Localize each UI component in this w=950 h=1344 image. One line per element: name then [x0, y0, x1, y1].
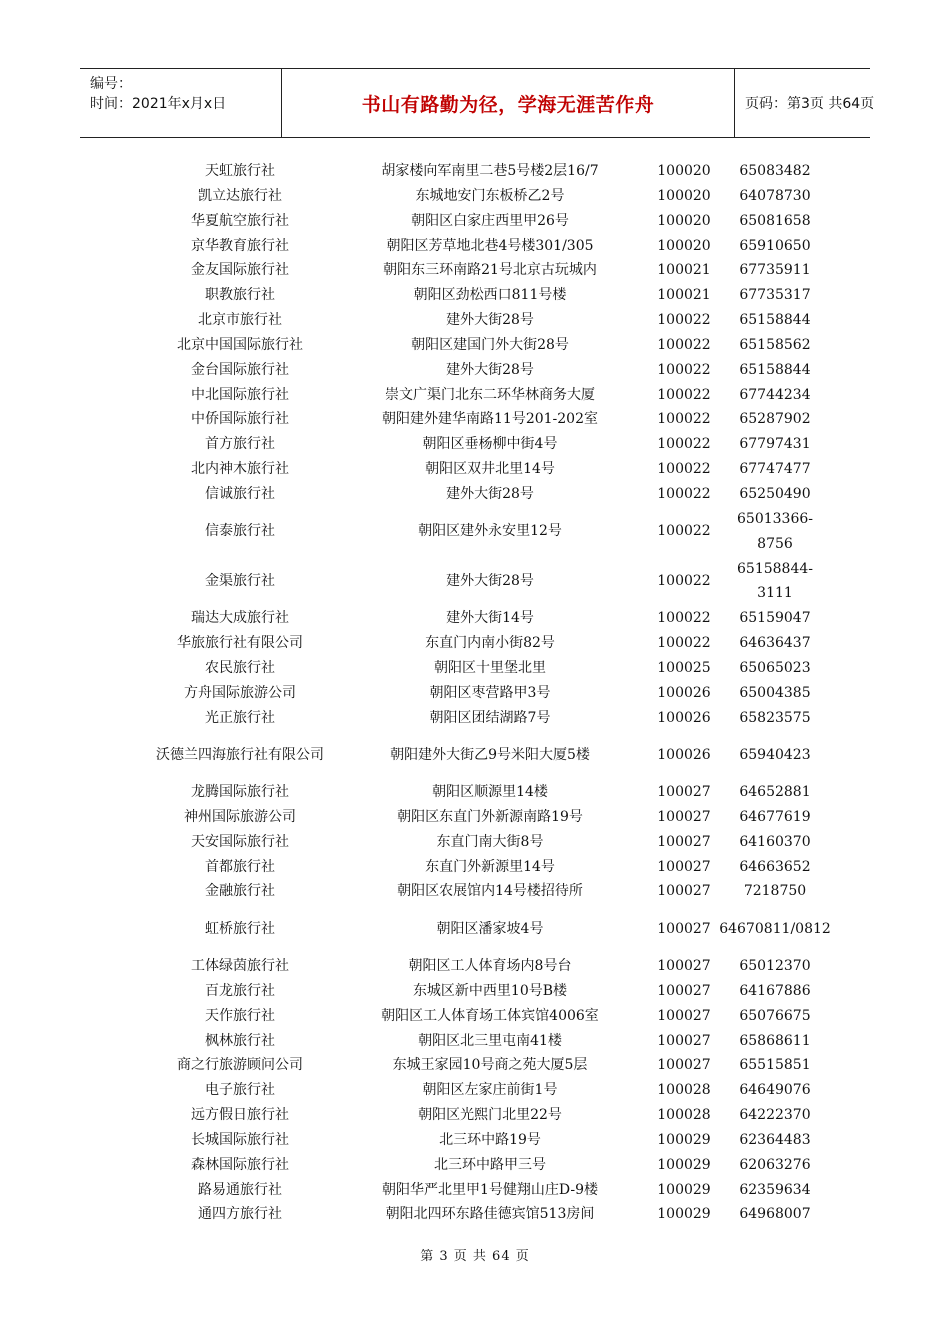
table-row	[0, 606, 950, 631]
table-row	[0, 904, 950, 954]
agency-address: 胡家楼向军南里二巷5号楼2层16/7	[381, 163, 599, 179]
phone-number: 65158562	[739, 336, 811, 353]
phone-number: 65515851	[739, 1057, 811, 1074]
agency-name: 华夏航空旅行社	[191, 212, 289, 229]
table-row	[0, 805, 950, 830]
table-row	[0, 1103, 950, 1128]
agency-name: 商之行旅游顾问公司	[177, 1057, 303, 1074]
agency-name: 枫林旅行社	[205, 1032, 275, 1049]
agency-address: 朝阳华严北里甲1号健翔山庄D-9楼	[381, 1181, 599, 1198]
postal-code: 100027	[657, 1007, 711, 1024]
table-row	[0, 830, 950, 855]
phone-number: 64222370	[739, 1107, 811, 1124]
phone-number: 65158844-3111	[737, 560, 813, 602]
postal-code: 100027	[657, 808, 711, 825]
agency-name: 百龙旅行社	[205, 982, 275, 999]
agency-address: 朝阳区团结湖路7号	[429, 709, 551, 726]
postal-code: 100027	[657, 784, 711, 801]
postal-code: 100027	[657, 1032, 711, 1049]
phone-number: 67744234	[739, 386, 811, 403]
table-row	[0, 184, 950, 209]
phone-number: 67797431	[739, 436, 811, 453]
agency-address: 朝阳区十里堡北里	[434, 659, 546, 676]
postal-code: 100022	[657, 361, 711, 378]
phone-number: 64670811/0812	[719, 920, 831, 937]
postal-code: 100022	[657, 461, 711, 478]
travel-agency-table	[0, 159, 950, 1227]
table-row	[0, 209, 950, 234]
phone-number: 64078730	[739, 187, 811, 204]
agency-address: 建外大街28号	[446, 312, 534, 329]
table-row	[0, 1178, 950, 1203]
agency-name: 天虹旅行社	[205, 163, 275, 179]
postal-code: 100026	[657, 709, 711, 726]
agency-name: 光正旅行社	[205, 709, 275, 726]
agency-address: 朝阳建外大街乙9号米阳大厦5楼	[390, 746, 590, 763]
table-row	[0, 457, 950, 482]
agency-address: 朝阳区左家庄前街1号	[422, 1082, 558, 1099]
phone-number: 65823575	[739, 709, 811, 726]
postal-code: 100027	[657, 883, 711, 900]
phone-number: 64663652	[739, 858, 811, 875]
agency-address: 朝阳建外建华南路11号201-202室	[382, 411, 598, 428]
agency-name: 中侨国际旅行社	[191, 411, 289, 428]
agency-address: 建外大街14号	[446, 610, 534, 627]
postal-code: 100027	[657, 833, 711, 850]
table-row	[0, 855, 950, 880]
table-row	[0, 730, 950, 780]
agency-address: 朝阳区双井北里14号	[425, 461, 555, 478]
agency-name: 华旅旅行社有限公司	[177, 635, 303, 652]
agency-address: 朝阳区建国门外大街28号	[411, 336, 569, 353]
postal-code: 100022	[657, 336, 711, 353]
postal-code: 100026	[657, 746, 711, 763]
agency-address: 朝阳区白家庄西里甲26号	[411, 212, 569, 229]
postal-code: 100025	[657, 659, 711, 676]
agency-address: 朝阳区光熙门北里22号	[418, 1107, 562, 1124]
phone-number: 65158844	[739, 312, 811, 329]
phone-number: 62364483	[739, 1131, 811, 1148]
agency-name: 金台国际旅行社	[191, 361, 289, 378]
table-row	[0, 1004, 950, 1029]
postal-code: 100022	[657, 436, 711, 453]
agency-address: 朝阳区潘家坡4号	[436, 920, 544, 937]
agency-address: 建外大街28号	[446, 361, 534, 378]
table-row	[0, 1153, 950, 1178]
agency-address: 北三环中路19号	[439, 1131, 541, 1148]
agency-name: 沃德兰四海旅行社有限公司	[156, 746, 324, 763]
table-row	[0, 507, 950, 557]
agency-name: 龙腾国际旅行社	[191, 784, 289, 801]
agency-name: 北京中国国际旅行社	[177, 336, 303, 353]
table-row	[0, 557, 950, 607]
agency-name: 职教旅行社	[205, 287, 275, 304]
table-row	[0, 780, 950, 805]
agency-name: 首都旅行社	[205, 858, 275, 875]
agency-address: 东直门内南小街82号	[425, 635, 555, 652]
agency-name: 中北国际旅行社	[191, 386, 289, 403]
phone-number: 65081658	[739, 212, 811, 229]
agency-address: 朝阳区农展馆内14号楼招待所	[397, 883, 583, 900]
postal-code: 100020	[657, 163, 711, 179]
table-row	[0, 706, 950, 731]
agency-address: 朝阳东三环南路21号北京古玩城内	[383, 262, 597, 279]
postal-code: 100029	[657, 1131, 711, 1148]
phone-number: 7218750	[743, 883, 807, 900]
agency-name: 电子旅行社	[205, 1082, 275, 1099]
postal-code: 100022	[657, 485, 711, 502]
table-row	[0, 383, 950, 408]
agency-address: 东城王家园10号商之苑大厦5层	[392, 1057, 588, 1074]
table-row	[0, 482, 950, 507]
agency-name: 首方旅行社	[205, 436, 275, 453]
table-row	[0, 407, 950, 432]
agency-address: 朝阳区东直门外新源南路19号	[397, 808, 583, 825]
agency-name: 京华教育旅行社	[191, 237, 289, 254]
table-row	[0, 1128, 950, 1153]
phone-number: 65083482	[739, 163, 811, 179]
page-footer: 第 3 页 共 64 页	[420, 1249, 530, 1264]
phone-number: 64160370	[739, 833, 811, 850]
phone-number: 65065023	[739, 659, 811, 676]
postal-code: 100022	[657, 411, 711, 428]
phone-number: 64649076	[739, 1082, 811, 1099]
postal-code: 100022	[657, 572, 711, 589]
phone-number: 65940423	[739, 746, 811, 763]
header-meta	[80, 69, 282, 137]
table-row	[0, 1078, 950, 1103]
agency-address: 朝阳区垂杨柳中街4号	[422, 436, 558, 453]
table-row	[0, 333, 950, 358]
postal-code: 100020	[657, 187, 711, 204]
agency-name: 虹桥旅行社	[205, 920, 275, 937]
agency-name: 通四方旅行社	[198, 1206, 282, 1223]
table-row	[0, 1053, 950, 1078]
header-motto: 书山有路勤为径，学海无涯苦作舟	[282, 69, 735, 137]
agency-name: 金融旅行社	[205, 883, 275, 900]
postal-code: 100022	[657, 635, 711, 652]
table-row	[0, 358, 950, 383]
phone-number: 65287902	[739, 411, 811, 428]
agency-address: 崇文广渠门北东二环华林商务大厦	[385, 386, 595, 403]
agency-name: 工体绿茵旅行社	[191, 958, 289, 974]
agency-name: 金渠旅行社	[205, 572, 275, 589]
postal-code: 100022	[657, 610, 711, 627]
table-row	[0, 258, 950, 283]
postal-code: 100027	[657, 858, 711, 875]
agency-name: 远方假日旅行社	[191, 1107, 289, 1124]
postal-code: 100027	[657, 1057, 711, 1074]
agency-address: 建外大街28号	[446, 572, 534, 589]
agency-name: 农民旅行社	[205, 659, 275, 676]
phone-number: 64968007	[739, 1206, 811, 1223]
table-row	[0, 432, 950, 457]
agency-address: 朝阳区建外永安里12号	[418, 523, 562, 540]
postal-code: 100022	[657, 312, 711, 329]
table-row	[0, 1029, 950, 1054]
phone-number: 64652881	[739, 784, 811, 801]
postal-code: 100029	[657, 1156, 711, 1173]
phone-number: 64167886	[739, 982, 811, 999]
document-number-label: 编号：	[90, 76, 132, 92]
agency-address: 朝阳区枣营路甲3号	[429, 684, 551, 701]
agency-address: 朝阳区芳草地北巷4号楼301/305	[386, 237, 594, 254]
phone-number: 62063276	[739, 1156, 811, 1173]
postal-code: 100026	[657, 684, 711, 701]
agency-name: 瑞达大成旅行社	[191, 610, 289, 627]
header-page-info: 页码：第3页 共64页	[745, 96, 875, 112]
phone-number: 65250490	[739, 485, 811, 502]
phone-number: 65076675	[739, 1007, 811, 1024]
agency-name: 北京市旅行社	[198, 312, 282, 329]
agency-name: 方舟国际旅游公司	[184, 684, 296, 701]
agency-address: 朝阳北四环东路佳德宾馆513房间	[385, 1206, 595, 1223]
postal-code: 100022	[657, 523, 711, 540]
postal-code: 100020	[657, 237, 711, 254]
agency-name: 森林国际旅行社	[191, 1156, 289, 1173]
table-row	[0, 308, 950, 333]
document-date-label: 时间：2021年x月x日	[90, 96, 227, 112]
agency-name: 北内神木旅行社	[191, 461, 289, 478]
agency-address: 朝阳区劲松西口811号楼	[413, 287, 567, 304]
phone-number: 67735317	[739, 287, 811, 304]
postal-code: 100021	[657, 262, 711, 279]
table-row	[0, 879, 950, 904]
agency-name: 天安国际旅行社	[191, 833, 289, 850]
agency-address: 建外大街28号	[446, 485, 534, 502]
agency-address: 东城区新中西里10号B楼	[412, 982, 568, 999]
phone-number: 64636437	[739, 635, 811, 652]
table-row	[0, 631, 950, 656]
postal-code: 100028	[657, 1107, 711, 1124]
agency-address: 朝阳区工人体育场内8号台	[408, 958, 572, 974]
phone-number: 65158844	[739, 361, 811, 378]
phone-number: 67747477	[739, 461, 811, 478]
agency-name: 凯立达旅行社	[198, 187, 282, 204]
phone-number: 65004385	[739, 684, 811, 701]
table-row	[0, 1202, 950, 1227]
postal-code: 100027	[657, 958, 711, 974]
phone-number: 64677619	[739, 808, 811, 825]
agency-name: 金友国际旅行社	[191, 262, 289, 279]
agency-name: 路易通旅行社	[198, 1181, 282, 1198]
phone-number: 65159047	[739, 610, 811, 627]
phone-number: 65910650	[739, 237, 811, 254]
agency-name: 长城国际旅行社	[191, 1131, 289, 1148]
table-row	[0, 681, 950, 706]
agency-address: 北三环中路甲三号	[434, 1156, 546, 1173]
agency-address: 东直门外新源里14号	[425, 858, 555, 875]
postal-code: 100022	[657, 386, 711, 403]
postal-code: 100021	[657, 287, 711, 304]
phone-number: 62359634	[739, 1181, 811, 1198]
postal-code: 100029	[657, 1206, 711, 1223]
table-row	[0, 656, 950, 681]
table-row	[0, 283, 950, 308]
agency-name: 信泰旅行社	[205, 523, 275, 540]
postal-code: 100028	[657, 1082, 711, 1099]
table-row	[0, 979, 950, 1004]
agency-address: 朝阳区顺源里14楼	[432, 784, 548, 801]
agency-name: 神州国际旅游公司	[184, 808, 296, 825]
page-header	[80, 68, 875, 138]
postal-code: 100020	[657, 212, 711, 229]
table-row	[0, 954, 950, 979]
phone-number: 67735911	[739, 262, 811, 279]
postal-code: 100027	[657, 982, 711, 999]
agency-name: 天作旅行社	[205, 1007, 275, 1024]
agency-address: 朝阳区北三里屯南41楼	[418, 1032, 562, 1049]
postal-code: 100027	[657, 920, 711, 937]
agency-address: 朝阳区工人体育场工体宾馆4006室	[381, 1007, 599, 1024]
table-row	[0, 159, 950, 184]
phone-number: 65012370	[739, 958, 811, 974]
table-row	[0, 234, 950, 259]
agency-address: 东直门南大街8号	[436, 833, 544, 850]
phone-number: 65013366-8756	[737, 510, 813, 552]
agency-address: 东城地安门东板桥乙2号	[415, 187, 565, 204]
postal-code: 100029	[657, 1181, 711, 1198]
agency-name: 信诚旅行社	[205, 485, 275, 502]
phone-number: 65868611	[739, 1032, 811, 1049]
